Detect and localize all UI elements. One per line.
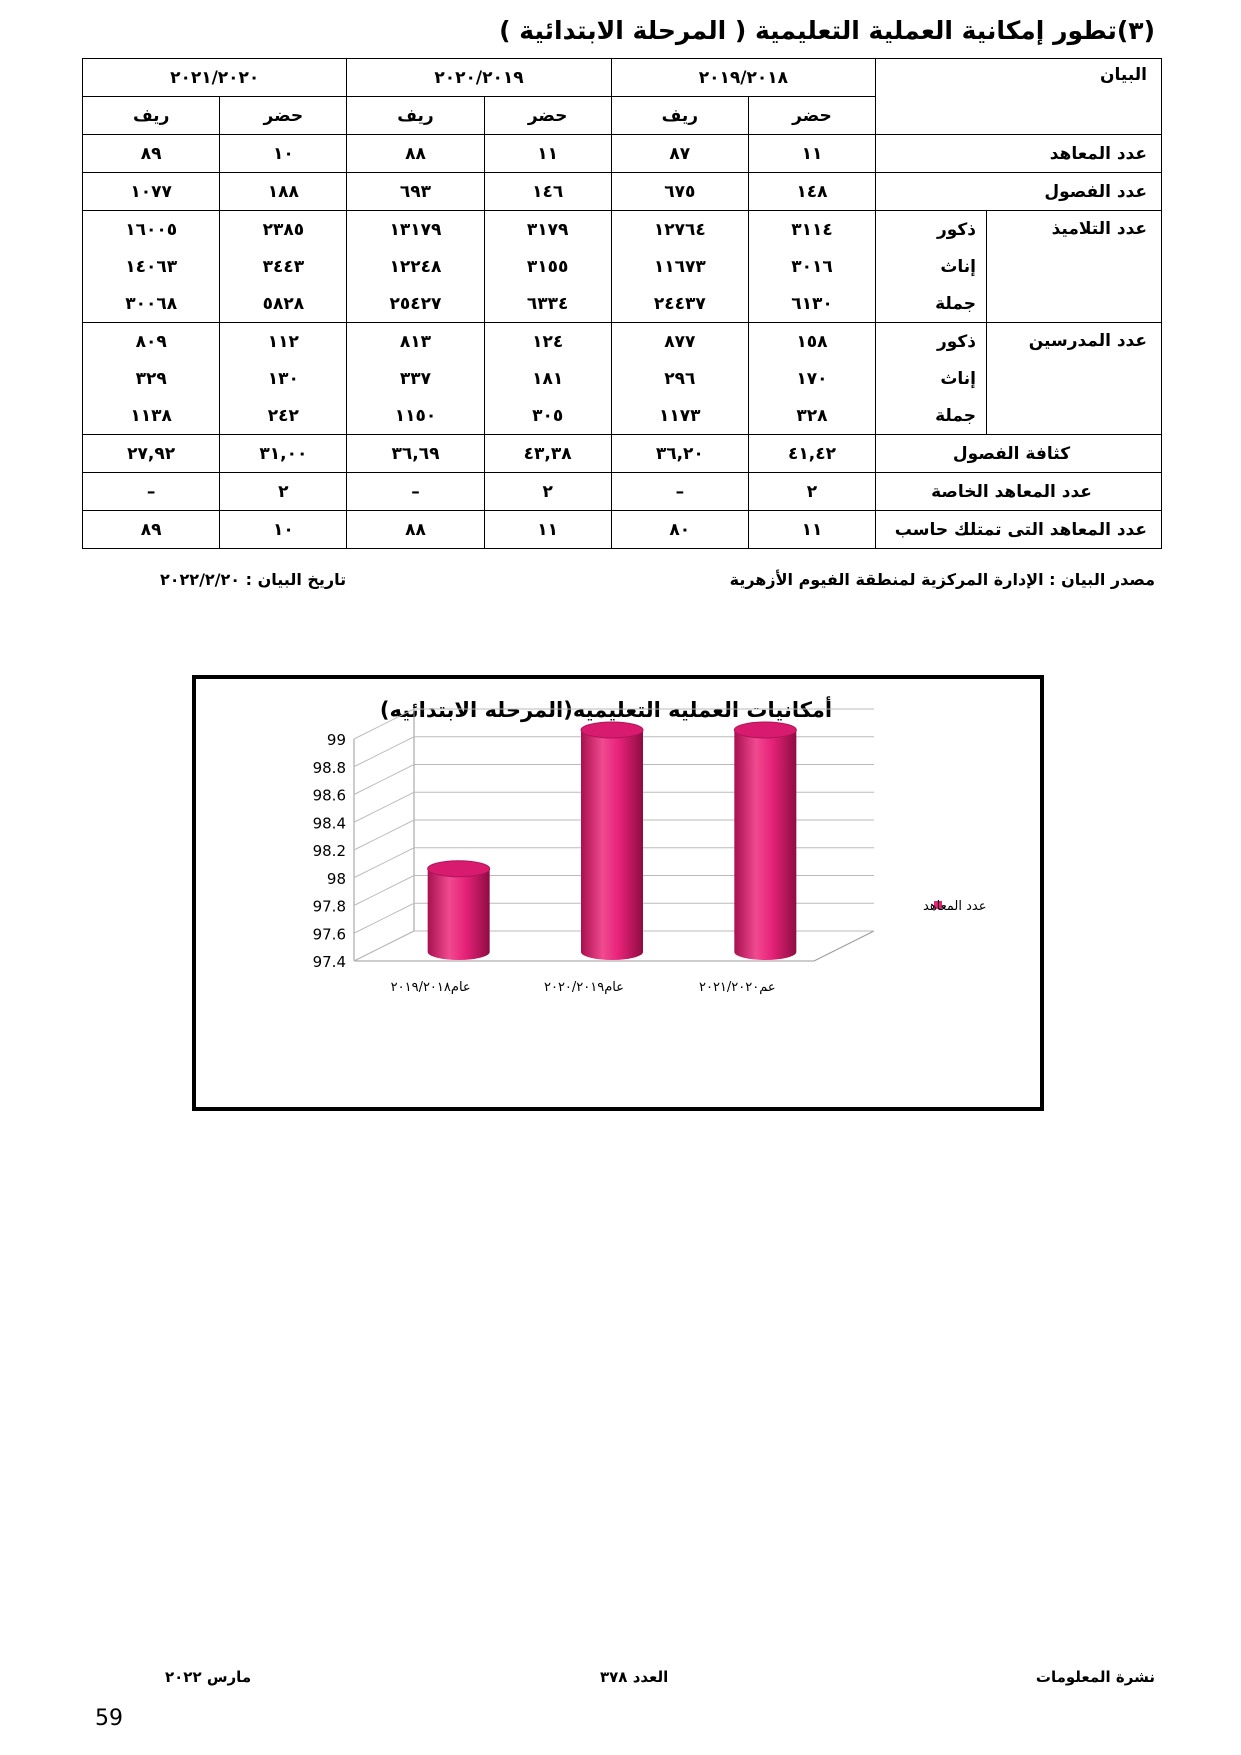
urban-header: حضر [748,97,875,135]
cell: ١٢٢٤٨ [347,248,484,285]
cell: ٣٢٨ [748,397,875,435]
cell: ٣٠١٦ [748,248,875,285]
bar [581,722,643,960]
y-tick-label: 99 [326,731,346,749]
cell: – [611,473,748,511]
cell: ٨٠٩ [83,323,220,361]
cell: ٢٣٨٥ [220,211,347,249]
cell: ٨٧٧ [611,323,748,361]
cell: ٣١٥٥ [484,248,611,285]
row-label: عدد المعاهد التى تمتلك حاسب [876,511,1162,549]
date-note: تاريخ البيان : ٢٠٢٢/٢/٢٠ [160,570,347,589]
cell: ١١ [748,135,875,173]
cell: ٣١,٠٠ [220,435,347,473]
cell: ٣١٧٩ [484,211,611,249]
rural-header: ريف [83,97,220,135]
cell: ٢٥٤٢٧ [347,285,484,323]
page-title: (٣)تطور إمكانية العملية التعليمية ( المرحلة الابتدائية ) [499,16,1155,45]
cell: ١٤٦ [484,173,611,211]
y-tick-label: 97.4 [312,953,346,971]
cell: ٢ [220,473,347,511]
cell: ١٧٠ [748,360,875,397]
chart-xticks [391,980,776,995]
y-tick-label: 98.2 [312,842,346,860]
year-header: ٢٠٢١/٢٠٢٠ [83,59,347,97]
cell: ١١٧٣ [611,397,748,435]
cell: ١١٣٨ [83,397,220,435]
bar [428,861,490,960]
x-tick-label: عام٢٠٢٠/٢٠١٩ [543,980,625,995]
rural-header: ريف [347,97,484,135]
cell: ٣٠٥ [484,397,611,435]
sub-label: ذكور [876,211,987,249]
cell: ١٠ [220,135,347,173]
cell: ٣٢٩ [83,360,220,397]
cell: ٢٤٤٣٧ [611,285,748,323]
cell: ٤٣,٣٨ [484,435,611,473]
cell: ٣٣٧ [347,360,484,397]
cell: ١٥٨ [748,323,875,361]
cell: ٦٣٣٤ [484,285,611,323]
footer-publication: نشرة المعلومات [1035,1668,1155,1686]
y-tick-label: 97.6 [312,925,346,944]
cell: ٤١,٤٢ [748,435,875,473]
y-tick-label: 97.8 [312,897,346,916]
page-number: 59 [95,1706,123,1731]
cell: ٣٠٠٦٨ [83,285,220,323]
chart-svg [196,679,1040,1107]
cell: ١٣١٧٩ [347,211,484,249]
urban-header: حضر [484,97,611,135]
cell: ١٢٧٦٤ [611,211,748,249]
table-row [83,135,1162,173]
cell: ٨٨ [347,511,484,549]
cell: ١١ [484,511,611,549]
source-note: مصدر البيان : الإدارة المركزية لمنطقة الفيوم الأزهرية [729,570,1155,589]
cell: ٨٨ [347,135,484,173]
cell: ١١٦٧٣ [611,248,748,285]
urban-header: حضر [220,97,347,135]
cell: ١١٥٠ [347,397,484,435]
table-row [83,511,1162,549]
cell: ٦١٣٠ [748,285,875,323]
table-row [83,173,1162,211]
cell: ٦٩٣ [347,173,484,211]
table-row [83,211,1162,249]
row-label: عدد التلاميذ [987,211,1162,323]
header-label: البيان [876,59,1162,135]
cell: ٢٧,٩٢ [83,435,220,473]
cell: ٢٩٦ [611,360,748,397]
cell: ٢ [748,473,875,511]
cell: ١٨١ [484,360,611,397]
cell: ٦٧٥ [611,173,748,211]
data-table [82,58,1162,549]
x-tick-label: عم٢٠٢١/٢٠٢٠ [698,980,776,995]
x-tick-label: عام٢٠١٩/٢٠١٨ [390,980,471,995]
sub-label: جملة [876,285,987,323]
chart-bars [428,722,797,960]
cell: ٨٩ [83,511,220,549]
row-label: كثافة الفصول [876,435,1162,473]
cell: ١٠ [220,511,347,549]
cell: ١٢٤ [484,323,611,361]
rural-header: ريف [611,97,748,135]
cell: ٥٨٢٨ [220,285,347,323]
table-row [83,323,1162,361]
cell: ٣٦,٦٩ [347,435,484,473]
year-header: ٢٠٢٠/٢٠١٩ [347,59,611,97]
sub-label: إناث [876,248,987,285]
cell: ١١٢ [220,323,347,361]
y-tick-label: 98 [326,869,346,888]
cell: ٢ [484,473,611,511]
y-tick-label: 98.4 [312,814,346,833]
cell: – [83,473,220,511]
sub-label: ذكور [876,323,987,361]
bar [734,722,796,960]
chart-title: أمكانيات العمليه التعليميه(المرحله الابتدائيه) [379,698,833,722]
row-label: عدد المعاهد [876,135,1162,173]
legend-label: عدد المعاهد [923,899,987,914]
sub-label: جملة [876,397,987,435]
cell: ٢٤٢ [220,397,347,435]
cell: ١٣٠ [220,360,347,397]
cell: ٨٧ [611,135,748,173]
table-row [83,473,1162,511]
cell: ١١ [748,511,875,549]
cell: ٨٠ [611,511,748,549]
y-tick-label: 98.6 [312,786,346,805]
cell: ١٠٧٧ [83,173,220,211]
cell: ١٤٠٦٣ [83,248,220,285]
cell: ٣١١٤ [748,211,875,249]
row-label: عدد الفصول [876,173,1162,211]
cell: – [347,473,484,511]
cell: ١١ [484,135,611,173]
table-row [83,435,1162,473]
footer-month: مارس ٢٠٢٢ [165,1668,252,1686]
row-label: عدد المدرسين [987,323,1162,435]
sub-label: إناث [876,360,987,397]
cell: ٨٩ [83,135,220,173]
footer-issue: العدد ٣٧٨ [600,1668,669,1686]
y-tick-label: 98.8 [312,758,346,777]
cell: ١٨٨ [220,173,347,211]
chart-frame [192,675,1044,1111]
year-header: ٢٠١٩/٢٠١٨ [611,59,875,97]
cell: ١٤٨ [748,173,875,211]
cell: ٨١٣ [347,323,484,361]
chart-yticks [313,731,346,971]
cell: ٣٦,٢٠ [611,435,748,473]
row-label: عدد المعاهد الخاصة [876,473,1162,511]
cell: ١٦٠٠٥ [83,211,220,249]
cell: ٣٤٤٣ [220,248,347,285]
